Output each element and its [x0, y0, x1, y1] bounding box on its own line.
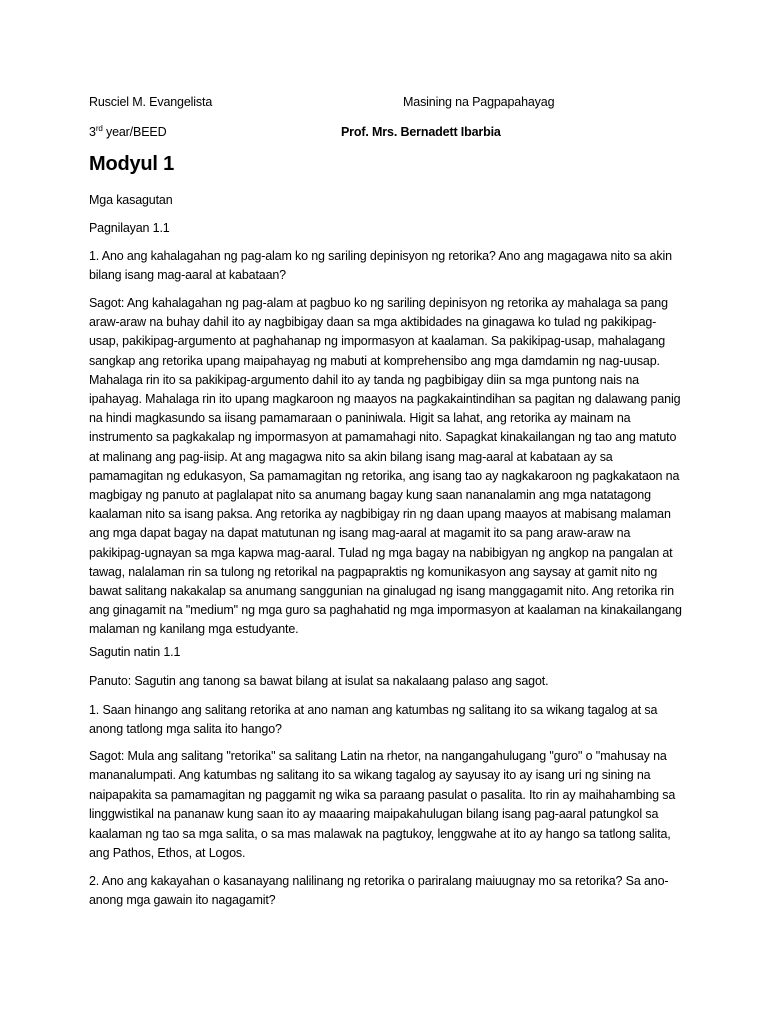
- instructions: Panuto: Sagutin ang tanong sa bawat bilang at isulat sa nakalaang palaso ang sagot.: [89, 674, 549, 688]
- document-title: Modyul 1: [89, 153, 175, 175]
- year-number: 3: [89, 125, 96, 139]
- section-label-sagutin: Sagutin natin 1.1: [89, 645, 181, 659]
- student-name: Rusciel M. Evangelista: [89, 95, 213, 109]
- subheading: Mga kasagutan: [89, 193, 173, 207]
- answer-2: Sagot: Mula ang salitang "retorika" sa salitang Latin na rhetor, na nangangahulugang "guro" o "mahusay na mananalumpati. Ang katumbas ng salitang ito sa wikang tagalog ay sayusay ito ay isang uri ng sining na naipapakita sa pamamagitan ng paggamit ng wika sa paraang pasulat o pasalita. Ito rin ay maihahambing sa linggwistikal na pananaw kung saan ito ay maaaring maipakahulugan bilang isang pag-aaral patungkol sa kaalaman ng tao sa mga salita, o sa mas malawak na pagtukoy, lenggwahe at ito ay hango sa tatlong salita, ang Pathos, Ethos, at Logos.: [89, 749, 676, 861]
- question-1: 1. Ano ang kahalagahan ng pag-alam ko ng sariling depinisyon ng retorika? Ano ang magagawa nito sa akin bilang isang mag-aaral at kabataan?: [89, 249, 672, 283]
- year-level: [89, 124, 166, 140]
- year-rest: year/BEED: [102, 125, 167, 139]
- course-title: Masining na Pagpapahayag: [403, 95, 555, 109]
- section-label-pagnilayan: Pagnilayan 1.1: [89, 221, 170, 235]
- question-3: 2. Ano ang kakayahan o kasanayang nalilinang ng retorika o pariralang maiuugnay mo sa retorika? Sa ano-anong mga gawain ito nagagamit?: [89, 874, 669, 908]
- year-suffix: rd: [95, 123, 103, 133]
- professor-name: Prof. Mrs. Bernadett Ibarbia: [341, 125, 501, 139]
- answer-1: Sagot: Ang kahalagahan ng pag-alam at pagbuo ko ng sariling depinisyon ng retorika ay mahalaga sa pang araw-araw na buhay dahil ito ay nagbibigay daan sa mga aktibidades na ginagawa ko tulad ng pakikipag-usap, pakikipag-argumento at paghahanap ng impormasyon at kaalaman. Sa pakikipag-usap, mahalagang sangkap ang retorika upang maipahayag ng mabuti at komprehensibo ang mga damdamin ng nag-uusap. Mahalaga rin ito sa pakikipag-argumento dahil ito ay tanda ng pagbibigay diin sa mga puntong nais na ipahayag. Mahalaga rin ito upang magkaroon ng maayos na pagkakaintindihan sa pagitan ng dalawang panig na hindi magkasundo sa iisang pamamaraan o paniniwala. Higit sa lahat, ang retorika ay mainam na instrumento sa pagkakalap ng impormasyon at pamamahagi nito. Sapagkat kinakailangan ng tao ang matuto at malinang ang pag-iisip. At ang magagwa nito sa akin bilang isang mag-aaral at kabataan ay sa pamamagitan ng edukasyon, Sa pamamagitan ng retorika, ang isang tao ay nagkakaroon ng pagkakataon na magbigay ng panuto at paglalapat nito sa anumang bagay kung saan nananalamin ang mga natatagong kaalaman nito sa isang paksa. Ang retorika ay nagbibigay rin ng daan upang maayos at mabisang malaman ang mga dapat bagay na dapat matutunan ng isang mag-aaral at magamit ito sa pang araw-araw na pakikipag-ugnayan sa mga kapwa mag-aaral. Tulad ng mga bagay na nabibigyan ng angkop na pangalan at tawag, nalalaman rin sa tulong ng retorikal na pagpapraktis ng komunikasyon ang saysay at gamit nito ng bawat salitang nakakalap sa anumang sanggunian na ginalugad ng isang manggagamit nito. Ang retorika rin ang ginagamit na "medium" ng mga guro sa paghahatid ng mga impormasyon at kaalaman na kinakailangang malaman ng kanilang mga estudyante.: [89, 296, 682, 637]
- question-2: 1. Saan hinango ang salitang retorika at ano naman ang katumbas ng salitang ito sa wikang tagalog at sa anong tatlong mga salita ito hango?: [89, 703, 658, 737]
